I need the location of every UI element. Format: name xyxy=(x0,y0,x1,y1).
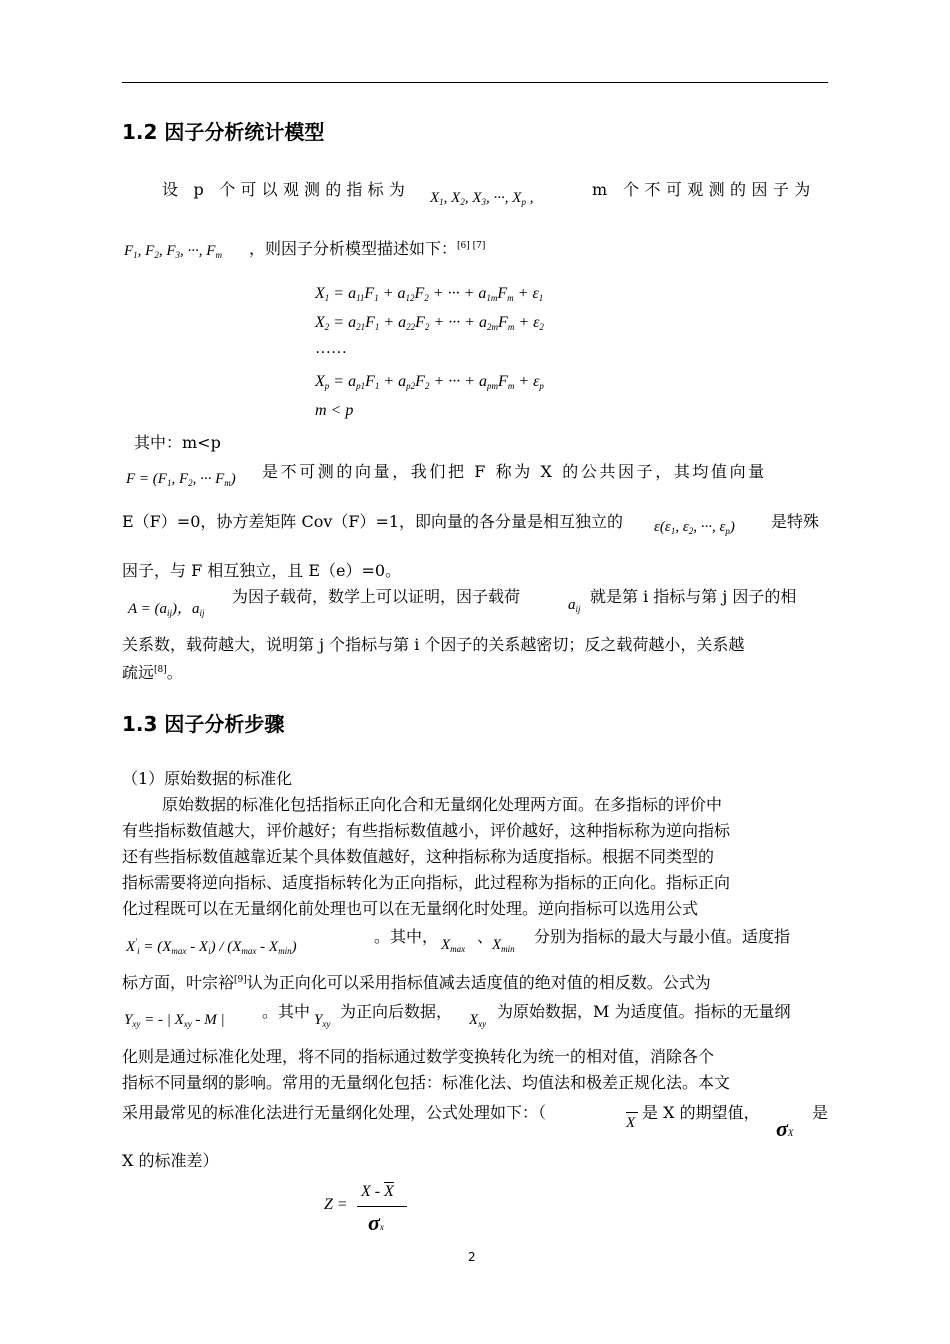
where-text: 其中：m<p xyxy=(134,433,221,452)
p1-factors: $F_1$, $F_2$, $F_3$, ···, $F_m$ xyxy=(124,243,222,260)
minmax-text: 分别为指标的最大与最小值。适度指 xyxy=(534,927,791,946)
z-formula-lhs: Z = xyxy=(324,1196,348,1213)
f-definition: $F = (F_1$, $F_2$, ··· $F_m$) xyxy=(126,471,236,488)
xbar-overline xyxy=(626,1112,638,1113)
sigma-symbol: σX xyxy=(776,1116,794,1141)
xmin-symbol: $X_{min}$ xyxy=(492,937,515,954)
para-line-1: 原始数据的标准化包括指标正向化合和无量纲化处理两方面。在多指标的评价中 xyxy=(162,795,723,814)
z-formula-denominator: σx xyxy=(368,1210,384,1235)
para-line-10: 指标不同量纲的影响。常用的无量纲化包括：标准化法、均值法和极差正规化法。本文 xyxy=(122,1073,731,1092)
xxy-symbol: $X_{xy}$ xyxy=(469,1012,487,1029)
xbar-symbol: X xyxy=(626,1115,636,1131)
equation-4: m < p xyxy=(315,402,354,419)
p1-text-a: 设 p 个可以观测的指标为 xyxy=(162,180,411,199)
para-line-7: 标方面，叶宗裕[9]认为正向化可以采用指标值减去适度值的绝对值的相反数。公式为 xyxy=(122,973,711,992)
a-text-4: 疏远[8]。 xyxy=(122,663,183,682)
formula-x: $X'_i = (X_{max} - X_i) / (X_{max} - X_{min})$ xyxy=(126,937,297,956)
p1-text-b: m 个不可观测的因子为 xyxy=(592,180,816,199)
equation-2: $X_2 = a_{21}F_1 + a_{22}F_2$ + ··· + $a_{2m}F_m + \varepsilon_2$ xyxy=(315,314,544,332)
cov-text: E（F）=0，协方差矩阵 Cov（F）=1，即向量的各分量是相互独立的 xyxy=(122,512,624,531)
a-text: 为因子载荷，数学上可以证明，因子载荷 xyxy=(232,587,521,606)
expect-text: 是 X 的期望值， xyxy=(642,1103,760,1122)
para-line-2: 有些指标数值越大，评价越好；有些指标数值越小，评价越好，这种指标称为逆向指标 xyxy=(122,821,731,840)
eps-text-2: 因子，与 F 相互独立，且 E（e）=0。 xyxy=(122,561,402,580)
para-line-12: X 的标准差） xyxy=(122,1151,219,1170)
a-text-3: 关系数，载荷越大，说明第 j 个指标与第 i 个因子的关系越密切；反之载荷越小，关系越 xyxy=(122,635,745,654)
para-line-9: 化则是通过标准化处理，将不同的指标通过数学变换转化为统一的相对值，消除各个 xyxy=(122,1047,715,1066)
p1-text-c: ，则因子分析模型描述如下：[6] [7] xyxy=(249,239,486,258)
sep-mark: 、 xyxy=(477,927,494,946)
formula-y: $Y_{xy}$ = - | $X_{xy}$ - M | xyxy=(124,1012,225,1029)
eps-text: 是特殊 xyxy=(771,512,820,531)
yxy-symbol: $Y_{xy}$ xyxy=(314,1012,331,1029)
para-line-3: 还有些指标数值越靠近某个具体数值越好，这种指标称为适度指标。根据不同类型的 xyxy=(122,847,715,866)
para-line-11: 采用最常见的标准化法进行无量纲化处理，公式处理如下：（ xyxy=(122,1103,547,1122)
para-line-5: 化过程既可以在无量纲化前处理也可以在无量纲化时处理。逆向指标可以选用公式 xyxy=(122,899,699,918)
para-line-4: 指标需要将逆向指标、适度指标转化为正向指标，此过程称为指标的正向化。指标正向 xyxy=(122,873,731,892)
a-definition: $A = (a_{ij})$，$a_{ij}$ xyxy=(128,601,205,618)
yxy-text: 为正向后数据， xyxy=(340,1002,453,1021)
equation-ellipsis: …… xyxy=(315,340,347,357)
a-text-2: 就是第 i 指标与第 j 因子的相 xyxy=(590,587,797,606)
p1-variables: $X_1$, $X_2$, $X_3$, ···, $X_p$ , xyxy=(430,190,534,207)
f-text: 是不可测的向量，我们把 F 称为 X 的公共因子，其均值向量 xyxy=(262,462,767,481)
xxy-text: 为原始数据，M 为适度值。指标的无量纲 xyxy=(497,1002,791,1021)
section-heading-1-3: 1.3 因子分析步骤 xyxy=(122,712,285,736)
step-1-label: （1）原始数据的标准化 xyxy=(122,769,293,788)
z-formula-numerator: X - $\overline{X}$ xyxy=(361,1183,394,1200)
formula-y-after: 。其中 xyxy=(262,1002,311,1021)
equation-1: $X_1 = a_{11}F_1 + a_{12}F_2$ + ··· + $a_{1m}F_m + \varepsilon_1$ xyxy=(315,285,544,303)
equation-3: $X_p = a_{p1}F_1 + a_{p2}F_2$ + ··· + $a_{pm}F_m + \varepsilon_p$ xyxy=(315,373,544,391)
section-heading-1-2: 1.2 因子分析统计模型 xyxy=(122,120,325,144)
a-aij: $a_{ij}$ xyxy=(568,597,581,614)
eps-definition: $\varepsilon(\varepsilon_1$, $\varepsilon_2$, ···, $\varepsilon_p$) xyxy=(654,519,735,536)
formula-x-after: 。其中， xyxy=(374,927,439,946)
z-formula-bar xyxy=(357,1206,407,1207)
page-number: 2 xyxy=(468,1250,476,1264)
sigma-text: 是 xyxy=(812,1103,829,1122)
header-rule xyxy=(122,82,828,83)
xmax-symbol: $X_{max}$ xyxy=(441,937,466,954)
